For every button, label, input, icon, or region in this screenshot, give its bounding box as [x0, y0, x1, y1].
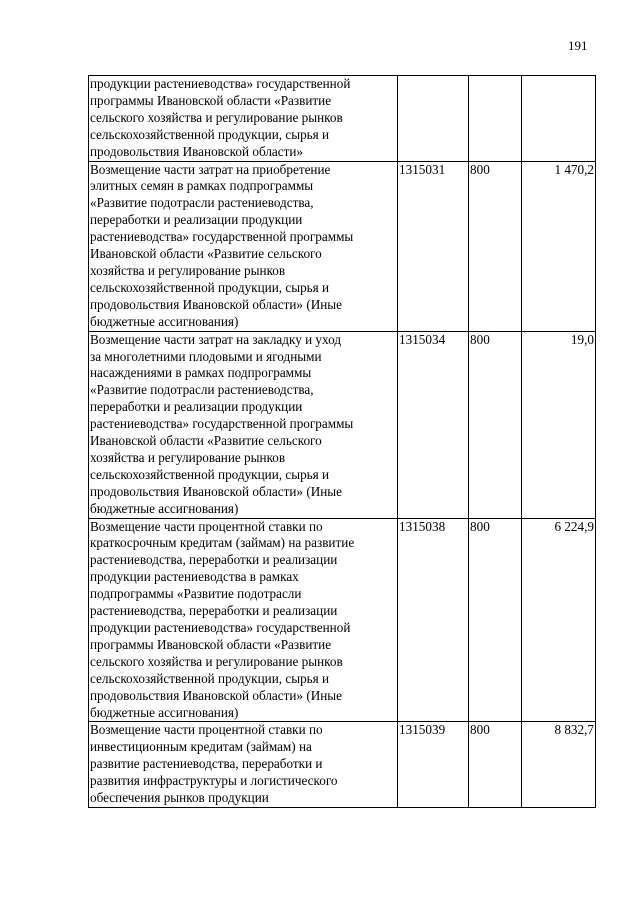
target-code-cell [398, 76, 469, 162]
expense-type-cell: 800 [469, 722, 522, 808]
target-code-cell: 1315034 [398, 331, 469, 518]
table-row [89, 161, 596, 331]
target-code-cell: 1315038 [398, 518, 469, 722]
amount-cell: 6 224,9 [522, 518, 596, 722]
expense-type-cell: 800 [469, 518, 522, 722]
amount-cell [522, 76, 596, 162]
amount-cell: 1 470,2 [522, 161, 596, 331]
expense-name-cell: продукции растениеводства» государственной программы Ивановской области «Развитие сельского хозяйства и регулирование рынков сельскохозяйственной продукции, сырья и продовольствия Ивановской области» [89, 76, 398, 162]
expense-type-cell: 800 [469, 331, 522, 518]
expense-name-cell: Возмещение части затрат на закладку и уход за многолетними плодовыми и ягодными насаждениями в рамках подпрограммы «Развитие подотрасли растениеводства, переработки и реализации продукции растениеводства» государственной программы Ивановской области «Развитие сельского хозяйства и регулирование рынков сельскохозяйственной продукции, сырья и продовольствия Ивановской области» (Иные бюджетные ассигнования) [89, 331, 398, 518]
table-row [89, 76, 596, 162]
target-code-cell: 1315039 [398, 722, 469, 808]
budget-table [88, 75, 596, 808]
expense-name-cell: Возмещение части процентной ставки по краткосрочным кредитам (займам) на развитие растениеводства, переработки и реализации продукции растениеводства в рамках подпрограммы «Развитие подотрасли растениеводства, переработки и реализации продукции растениеводства» государственной программы Ивановской области «Развитие сельского хозяйства и регулирование рынков сельскохозяйственной продукции, сырья и продовольствия Ивановской области» (Иные бюджетные ассигнования) [89, 518, 398, 722]
amount-cell: 8 832,7 [522, 722, 596, 808]
amount-cell: 19,0 [522, 331, 596, 518]
expense-name-cell: Возмещение части затрат на приобретение элитных семян в рамках подпрограммы «Развитие подотрасли растениеводства, переработки и реализации продукции растениеводства» государственной программы Ивановской области «Развитие сельского хозяйства и регулирование рынков сельскохозяйственной продукции, сырья и продовольствия Ивановской области» (Иные бюджетные ассигнования) [89, 161, 398, 331]
table-row [89, 518, 596, 722]
page-number: 191 [568, 38, 588, 53]
table-row [89, 331, 596, 518]
table-row [89, 722, 596, 808]
expense-type-cell [469, 76, 522, 162]
expense-type-cell: 800 [469, 161, 522, 331]
expense-name-cell: Возмещение части процентной ставки по инвестиционным кредитам (займам) на развитие растениеводства, переработки и развития инфраструктуры и логистического обеспечения рынков продукции [89, 722, 398, 808]
target-code-cell: 1315031 [398, 161, 469, 331]
